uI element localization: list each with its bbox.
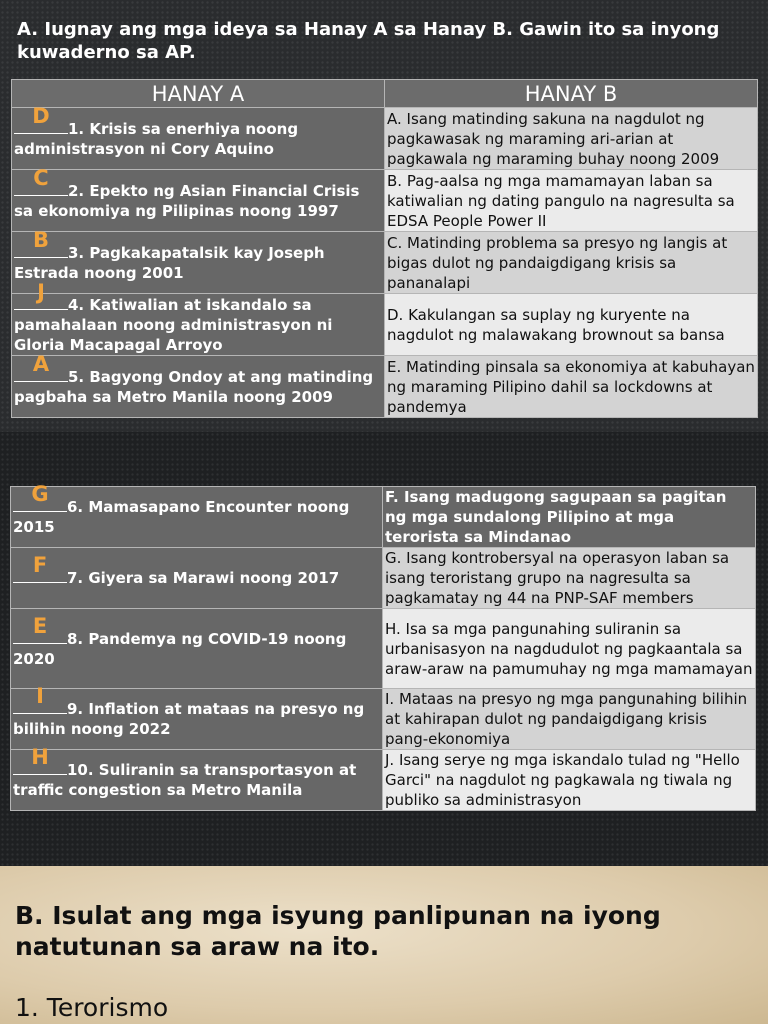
hanay-a-item-10 <box>11 745 383 811</box>
hanay-b-choice-d: D. Kakulangan sa suplay ng kuryente na nagdulot ng malawakang brownout sa bansa <box>385 294 758 356</box>
table-row <box>12 356 758 418</box>
item-text: 4. Katiwalian at iskandalo sa pamahalaan noong administrasyon ni Gloria Macapagal Arroyo <box>14 295 333 354</box>
item-text: 5. Bagyong Ondoy at ang matinding pagbaha sa Metro Manila noong 2009 <box>14 367 374 406</box>
hanay-b-choice-h: H. Isa sa mga pangunahing suliranin sa urbanisasyon na nagdudulot ng pagkaantala sa araw-araw na pamumuhay ng mga mamamayan <box>383 609 756 689</box>
item-text: 3. Pagkakapatalsik kay Joseph Estrada noong 2001 <box>14 243 325 282</box>
hanay-b-choice-j: J. Isang serye ng mga iskandalo tulad ng "Hello Garci" na nagdulot ng pagkawala ng tiwala ng publiko sa administrasyon <box>383 750 756 811</box>
answer-letter: J <box>37 279 45 304</box>
hanay-a-item-9 <box>11 684 383 750</box>
answer-letter: D <box>32 103 50 128</box>
hanay-a-item-8 <box>11 609 383 689</box>
item-text: 10. Suliranin sa transportasyon at traffic congestion sa Metro Manila <box>13 761 357 799</box>
item-text: 1. Krisis sa enerhiya noong administrasyon ni Cory Aquino <box>14 119 299 158</box>
table-row <box>11 609 756 689</box>
item-text: 7. Giyera sa Marawi noong 2017 <box>67 569 340 587</box>
hanay-b-choice-a: A. Isang matinding sakuna na nagdulot ng pagkawasak ng maraming ari-arian at pagkawala ng maraming buhay noong 2009 <box>385 108 758 170</box>
answer-letter: G <box>31 482 49 506</box>
item-text: 6. Mamasapano Encounter noong 2015 <box>13 498 350 536</box>
table-row <box>11 548 756 609</box>
answer-letter: F <box>32 553 48 577</box>
hanay-b-choice-c: C. Matinding problema sa presyo ng langis at bigas dulot ng pandaigdigang krisis sa pananalapi <box>385 232 758 294</box>
answer-letter: C <box>33 165 49 190</box>
answer-letter: I <box>36 684 44 708</box>
hanay-b-choice-e: E. Matinding pinsala sa ekonomiya at kabuhayan ng maraming Pilipino dahil sa lockdowns at pandemya <box>385 356 758 418</box>
answer-blank[interactable] <box>13 684 67 714</box>
answer-blank[interactable] <box>13 613 67 644</box>
matching-table-2 <box>10 482 756 811</box>
item-text: 9. Inflation at mataas na presyo ng bilihin noong 2022 <box>13 700 365 738</box>
hanay-b-choice-b: B. Pag-aalsa ng mga mamamayan laban sa katiwalian ng dating pangulo na nagresulta sa EDSA People Power II <box>385 170 758 232</box>
answer-blank[interactable] <box>14 279 68 310</box>
item-text: 2. Epekto ng Asian Financial Crisis sa ekonomiya ng Pilipinas noong 1997 <box>14 181 360 220</box>
part-b-item-1: 1. Terorismo <box>15 993 169 1022</box>
answer-letter: A <box>32 351 50 376</box>
answer-blank[interactable] <box>14 103 68 134</box>
answer-blank[interactable] <box>14 165 68 196</box>
hanay-a-item-4 <box>12 279 385 356</box>
hanay-b-choice-i: I. Mataas na presyo ng mga pangunahing bilihin at kahirapan dulot ng pandaigdigang krisis pang-ekonomiya <box>383 689 756 750</box>
hanay-a-item-2 <box>12 165 385 232</box>
table-header-row <box>12 80 758 108</box>
answer-letter: B <box>32 227 49 252</box>
part-b-instruction: B. Isulat ang mga isyung panlipunan na iyong natutunan sa araw na ito. <box>15 901 661 961</box>
header-hanay-a: HANAY A <box>12 80 385 108</box>
hanay-a-item-5 <box>12 351 385 418</box>
table-row <box>12 108 758 170</box>
answer-blank[interactable] <box>13 745 67 775</box>
table-row <box>11 487 756 548</box>
answer-blank[interactable] <box>13 482 67 512</box>
matching-table-1 <box>11 79 758 418</box>
hanay-b-choice-g: G. Isang kontrobersyal na operasyon laban sa isang teroristang grupo na nagresulta sa pagkamatay ng 44 na PNP-SAF members <box>383 548 756 609</box>
header-hanay-b: HANAY B <box>385 80 758 108</box>
table-row <box>11 750 756 811</box>
table-row <box>12 232 758 294</box>
part-a-instruction: A. Iugnay ang mga ideya sa Hanay A sa Hanay B. Gawin ito sa inyong kuwaderno sa AP. <box>17 19 720 63</box>
answer-blank[interactable] <box>14 227 68 258</box>
hanay-a-item-6 <box>11 482 383 548</box>
item-text: 8. Pandemya ng COVID-19 noong 2020 <box>13 629 347 668</box>
hanay-a-item-7 <box>11 548 383 609</box>
answer-blank[interactable] <box>14 351 68 382</box>
hanay-b-choice-f: F. Isang madugong sagupaan sa pagitan ng mga sundalong Pilipino at mga terorista sa Mindanao <box>383 487 756 548</box>
answer-letter: E <box>32 613 48 638</box>
table-row <box>11 689 756 750</box>
answer-letter: H <box>31 745 49 769</box>
answer-blank[interactable] <box>13 553 67 583</box>
table-row <box>12 294 758 356</box>
hanay-a-item-1 <box>12 103 385 170</box>
table-row <box>12 170 758 232</box>
